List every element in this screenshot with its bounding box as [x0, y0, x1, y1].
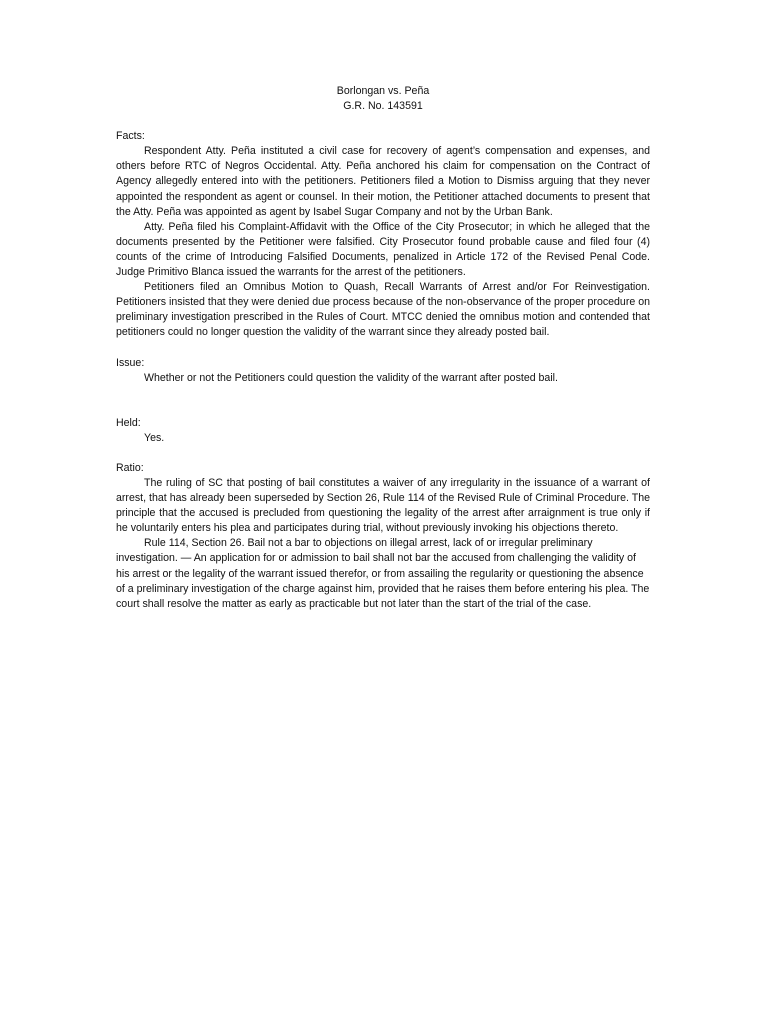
facts-paragraph-1: Respondent Atty. Peña instituted a civil case for recovery of agent’s compensation and expenses, and others before RTC of Negros Occidental. Atty. Peña anchored his claim for compensation on the Contract of Agency allegedly entered into with the petitioners. Petitioners filed a Motion to Dismiss arguing that they never appointed the respondent as agent or counsel. In their motion, the Petitioner attached documents to present that the Atty. Peña was appointed as agent by Isabel Sugar Company and not by the Urban Bank.: [116, 145, 650, 218]
case-title: Borlongan vs. Peña: [336, 85, 430, 97]
facts-paragraph-3: Petitioners filed an Omnibus Motion to Quash, Recall Warrants of Arrest and/or For Reinvestigation. Petitioners insisted that they were denied due process because of the non-observance of the proper procedure on preliminary investigation prescribed in the Rules of Court. MTCC denied the omnibus motion and contended that petitioners could no longer question the validity of the warrant since they already posted bail.: [116, 281, 650, 339]
ratio-paragraph-2: Rule 114, Section 26. Bail not a bar to objections on illegal arrest, lack of or irregular preliminary investigation. — An application for or admission to bail shall not bar the accused from challenging the validity of his arrest or the legality of the warrant issued therefor, or from assailing the regularity or questioning the absence of a preliminary investigation of the charge against him, provided that he raises them before entering his plea. The court shall resolve the matter as early as practicable but not later than the start of the trial of the case.: [116, 537, 650, 610]
case-number: G.R. No. 143591: [343, 100, 423, 113]
title-block: [116, 84, 650, 114]
ratio-heading: Ratio:: [116, 461, 144, 474]
document-page: [116, 84, 650, 612]
ratio-paragraph-1: The ruling of SC that posting of bail constitutes a waiver of any irregularity in the issuance of a warrant of arrest, that has already been superseded by Section 26, Rule 114 of the Revised Rule of Criminal Procedure. The principle that the accused is precluded from questioning the legality of the arrest after arraignment is true only if he voluntarily enters his plea and participates during trial, without previously invoking his objections thereto.: [116, 476, 650, 535]
facts-heading: Facts:: [116, 130, 145, 143]
ratio-section: [116, 461, 650, 612]
held-text: Yes.: [144, 431, 165, 444]
issue-heading: Issue:: [116, 356, 145, 369]
facts-section: [116, 129, 650, 340]
issue-section: [116, 356, 650, 386]
held-heading: Held:: [116, 416, 141, 429]
facts-paragraph-2: Atty. Peña filed his Complaint-Affidavit with the Office of the City Prosecutor; in which he alleged that the documents presented by the Petitioner were falsified. City Prosecutor found probable cause and filed four (4) counts of the crime of Introducing Falsified Documents, penalized in Article 172 of the Revised Penal Code. Judge Primitivo Blanca issued the warrants for the arrest of the petitioners.: [116, 220, 650, 279]
held-section: [116, 416, 650, 446]
issue-text: Whether or not the Petitioners could question the validity of the warrant after posted bail.: [144, 371, 558, 384]
